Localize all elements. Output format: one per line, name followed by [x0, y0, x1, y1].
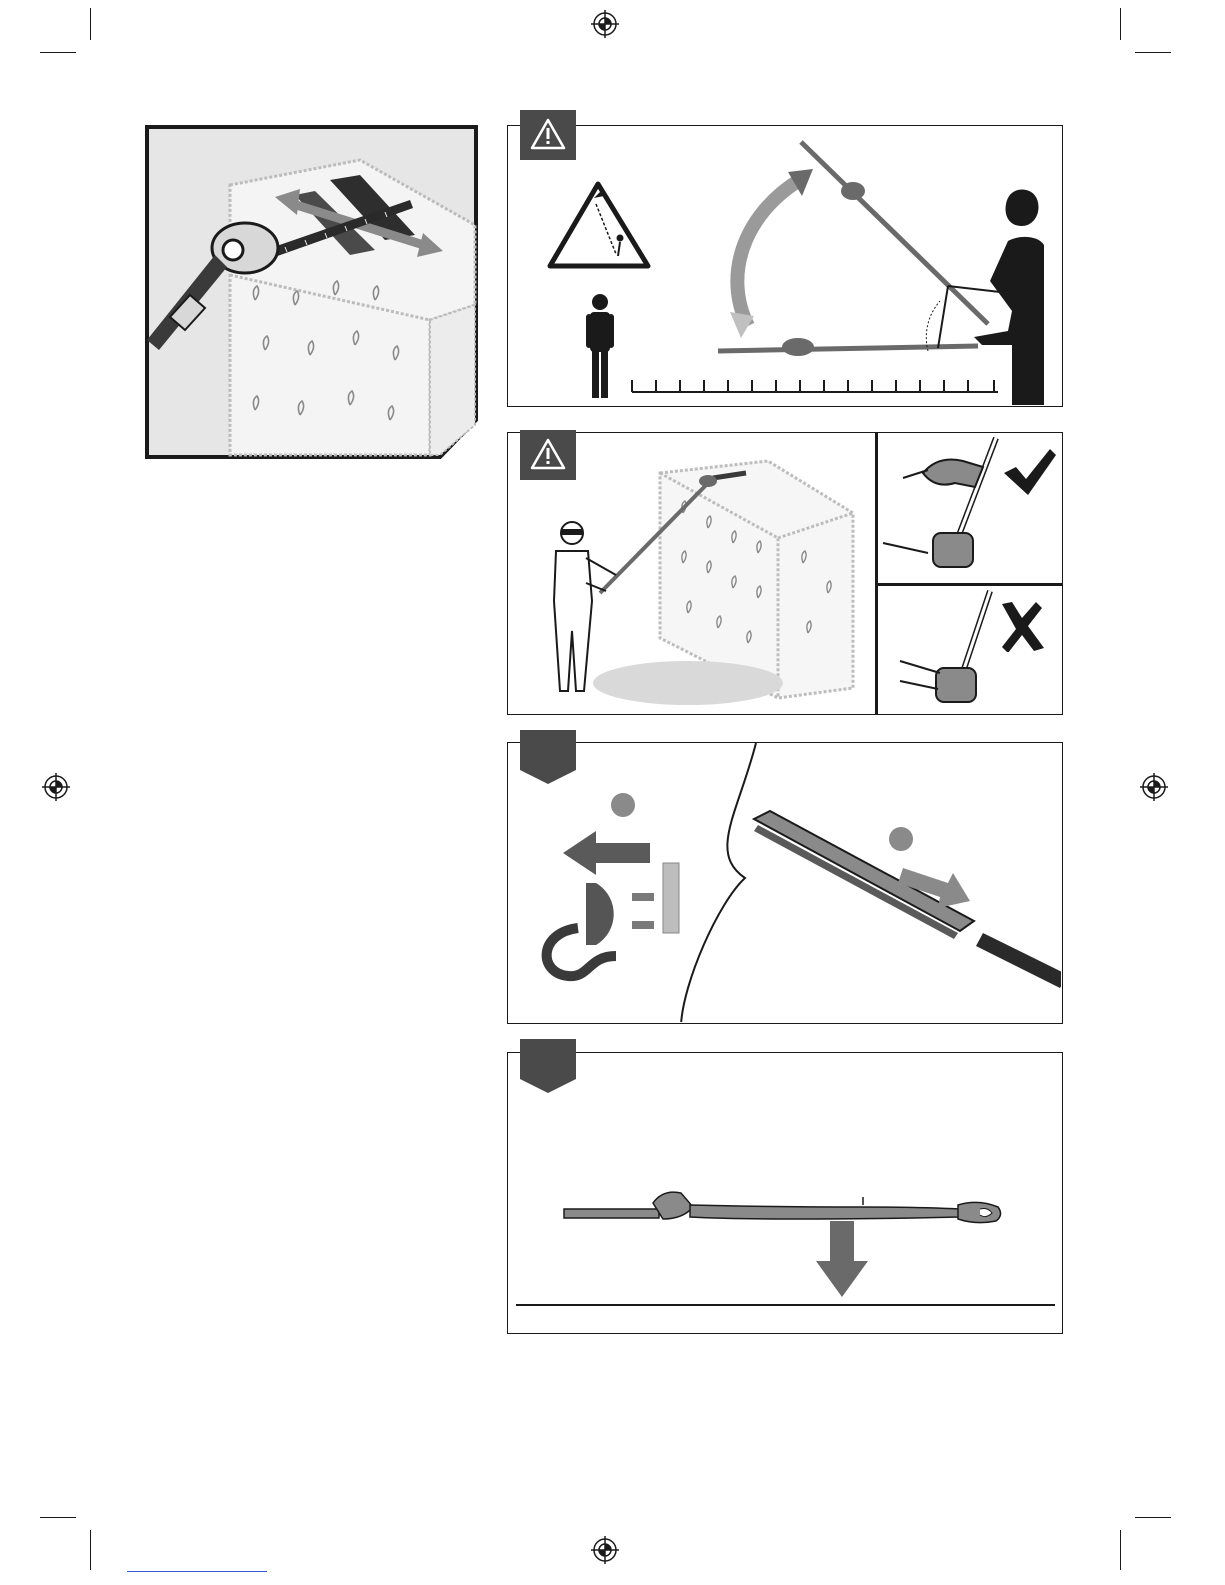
crop-mark	[40, 52, 76, 53]
crop-mark	[1120, 8, 1121, 40]
operator-with-ppe-illustration	[508, 433, 876, 714]
figure-distance-warning	[507, 125, 1063, 407]
registration-target-icon	[1140, 773, 1168, 801]
hedge-trimmer-on-hedge-top-illustration	[145, 125, 478, 460]
figure-protective-gear-warning	[507, 432, 877, 715]
crop-mark	[40, 1517, 76, 1518]
check-mark-icon	[1000, 447, 1056, 497]
lay-tool-flat-illustration	[508, 1053, 1061, 1332]
bystander-distance-scale-illustration	[508, 126, 1061, 405]
registration-target-icon	[591, 1536, 619, 1564]
figure-store-horizontally	[507, 1052, 1063, 1334]
crop-mark	[1120, 1530, 1121, 1570]
registration-target-icon	[591, 10, 619, 38]
crop-mark	[90, 1530, 91, 1570]
footer-rule	[127, 1571, 267, 1572]
unplug-then-fit-blade-cover-illustration	[508, 743, 1061, 1022]
figure-correct-grip	[875, 432, 1063, 585]
cross-mark-icon	[996, 600, 1046, 652]
figure-incorrect-grip	[875, 583, 1063, 715]
crop-mark	[1135, 1517, 1171, 1518]
crop-mark	[1135, 52, 1171, 53]
figure-hedge-top-trim	[145, 125, 478, 460]
figure-unplug-and-cover-blade	[507, 742, 1063, 1024]
crop-mark	[90, 8, 91, 40]
registration-target-icon	[42, 773, 70, 801]
